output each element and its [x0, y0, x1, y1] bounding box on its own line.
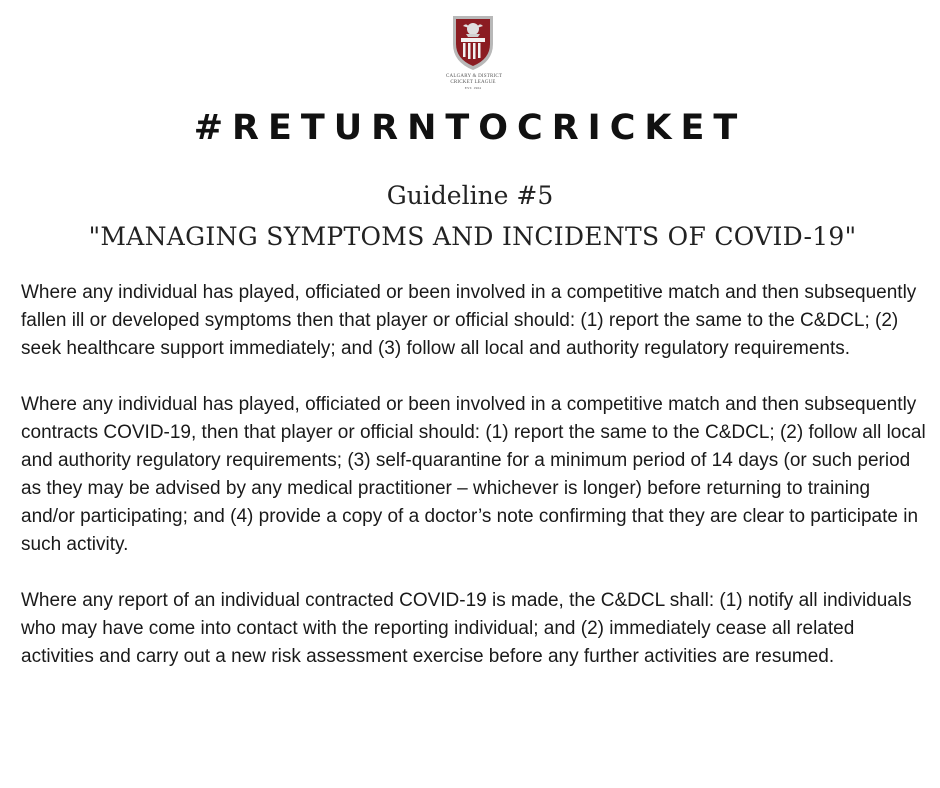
logo-line-2: CRICKET LEAGUE: [450, 80, 496, 85]
logo-caption: [446, 74, 503, 90]
league-logo: [446, 14, 503, 90]
paragraph-contracted: Where any individual has played, officiated or been involved in a competitive match and then subsequently contracts COVID-19, then that player or official should: (1) report the same to the C&DCL; (2) follow all local and authority regulatory requirements; (3) self-quarantine for a minimum period of 14 days (or such period as they may be advised by any medical practitioner – whichever is longer) before returning to training and/or participating; and (4) provide a copy of a doctor’s note confirming that they are clear to participate in such activity.: [21, 394, 926, 555]
hashtag-heading: #RETURNTOCRICKET: [193, 108, 747, 148]
guideline-number: Guideline #5: [386, 181, 554, 210]
guideline-title: "MANAGING SYMPTOMS AND INCIDENTS OF COVID-19": [88, 222, 857, 251]
shield-crest-icon: [451, 14, 495, 72]
paragraph-league-response: Where any report of an individual contracted COVID-19 is made, the C&DCL shall: (1) notify all individuals who may have come into contact with the reporting individual; and (2) immediately cease all related activities and carry out a new risk assessment exercise before any further activities are resumed.: [21, 590, 912, 667]
logo-line-3: EST. 1964: [464, 86, 482, 90]
logo-line-1: CALGARY & DISTRICT: [446, 74, 503, 79]
paragraph-symptoms: Where any individual has played, officiated or been involved in a competitive match and then subsequently fallen ill or developed symptoms then that player or official should: (1) report the same to the C&DCL; (2) seek healthcare support immediately; and (3) follow all local and authority regulatory requirements.: [21, 282, 917, 359]
guideline-body: [21, 279, 926, 699]
